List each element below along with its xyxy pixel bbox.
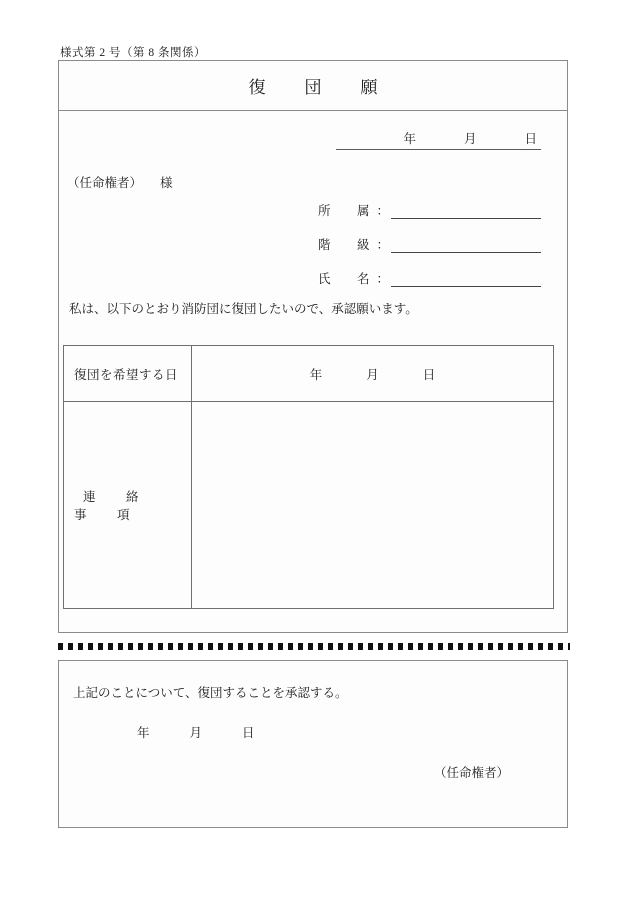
name-field-row — [311, 269, 541, 287]
rank-colon: ： — [376, 238, 390, 252]
addressee-honorific-label: 様 — [160, 176, 173, 190]
submission-date-field[interactable] — [336, 129, 541, 150]
addressee-label: （任命権者） — [67, 176, 143, 190]
affiliation-colon: ： — [376, 204, 390, 218]
form-number-label: 様式第 2 号（第 8 条関係） — [60, 47, 206, 59]
table-year-unit-label: 年 — [309, 367, 323, 382]
affiliation-input[interactable] — [391, 203, 541, 219]
approval-statement: 上記のことについて、復団することを承認する。 — [73, 686, 348, 700]
contact-notes-label: 連 絡 事 項 — [64, 402, 192, 609]
approval-day-unit-label: 日 — [242, 726, 255, 740]
desired-return-date-input[interactable] — [192, 346, 554, 402]
affiliation-label: 所 属 — [318, 204, 377, 218]
contact-notes-input[interactable] — [192, 402, 554, 609]
year-unit-label: 年 — [403, 132, 416, 146]
document-title-bar — [59, 61, 567, 111]
table-row — [64, 346, 554, 402]
rank-field-row — [311, 235, 541, 253]
approval-month-unit-label: 月 — [189, 726, 203, 740]
name-input[interactable] — [391, 271, 541, 287]
approval-signer-label: （任命権者） — [433, 766, 509, 780]
name-label: 氏 名 — [318, 272, 377, 286]
rank-label: 階 級 — [318, 238, 377, 252]
request-details-table — [63, 345, 554, 609]
rank-input[interactable] — [391, 237, 541, 253]
month-unit-label: 月 — [463, 132, 477, 146]
cut-line-divider — [58, 643, 570, 650]
affiliation-field-row — [311, 201, 541, 219]
approval-year-unit-label: 年 — [137, 726, 150, 740]
application-form-box — [58, 60, 568, 633]
addressee-line — [67, 173, 173, 191]
applicant-fields-group — [311, 201, 541, 303]
day-unit-label: 日 — [524, 132, 537, 146]
table-month-unit-label: 月 — [366, 367, 379, 382]
approval-section-box — [58, 660, 568, 828]
page-title: 復 団 願 — [248, 78, 389, 97]
name-colon: ： — [376, 272, 390, 286]
table-day-unit-label: 日 — [422, 367, 436, 382]
table-row — [64, 402, 554, 609]
request-statement: 私は、以下のとおり消防団に復団したいので、承認願います。 — [69, 302, 418, 316]
desired-return-date-label: 復団を希望する日 — [64, 346, 192, 402]
approval-date-field[interactable] — [137, 723, 255, 741]
